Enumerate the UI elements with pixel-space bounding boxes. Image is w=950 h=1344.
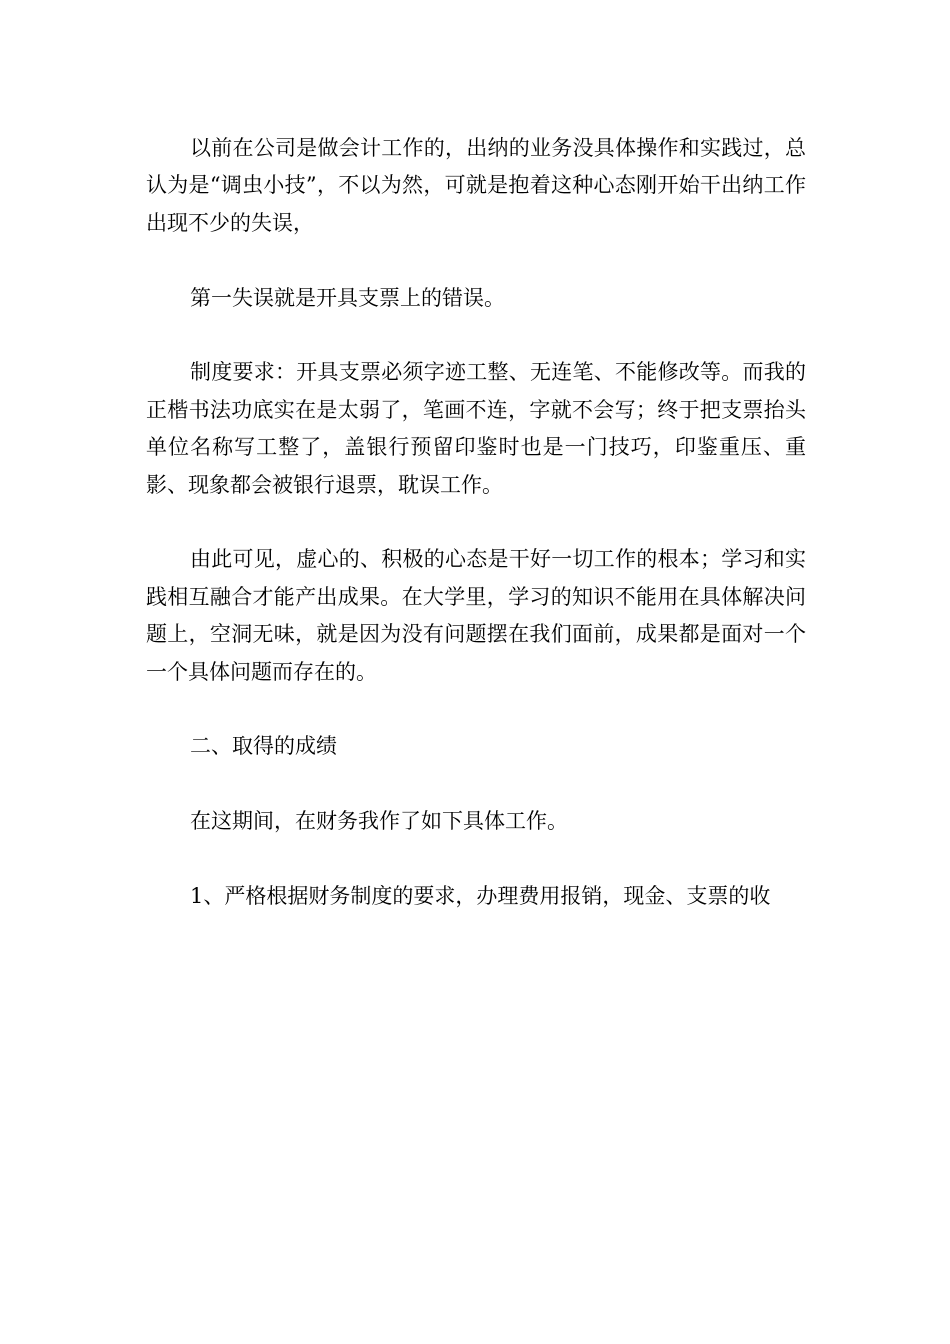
paragraph-first-mistake: 第一失误就是开具支票上的错误。 [190, 285, 505, 310]
paragraph-conclusion: 由此可见，虚心的、积极的心态是干好一切工作的根本；学习和实践相互融合才能产出成果。在大学里，学习的知识不能用在具体解决问题上，空洞无味，就是因为没有问题摆在我们面前，成果都是面对一个一个具体问题而存在的。 [146, 547, 806, 684]
paragraph-check-requirements: 制度要求：开具支票必须字迹工整、无连笔、不能修改等。而我的正楷书法功底实在是太弱了，笔画不连，字就不会写；终于把支票抬头单位名称写工整了，盖银行预留印鉴时也是一门技巧，印鉴重压、重影、现象都会被银行退票，耽误工作。 [146, 360, 806, 497]
paragraph-item-1: 1、严格根据财务制度的要求，办理费用报销，现金、支票的收 [190, 884, 771, 909]
section-heading-achievements: 二、取得的成绩 [190, 734, 337, 759]
document-body [146, 130, 806, 953]
paragraph-work-intro: 在这期间，在财务我作了如下具体工作。 [190, 809, 568, 834]
paragraph-accounting-background: 以前在公司是做会计工作的，出纳的业务没具体操作和实践过，总认为是“调虫小技”，不以为然，可就是抱着这种心态刚开始干出纳工作出现不少的失误， [146, 136, 806, 235]
